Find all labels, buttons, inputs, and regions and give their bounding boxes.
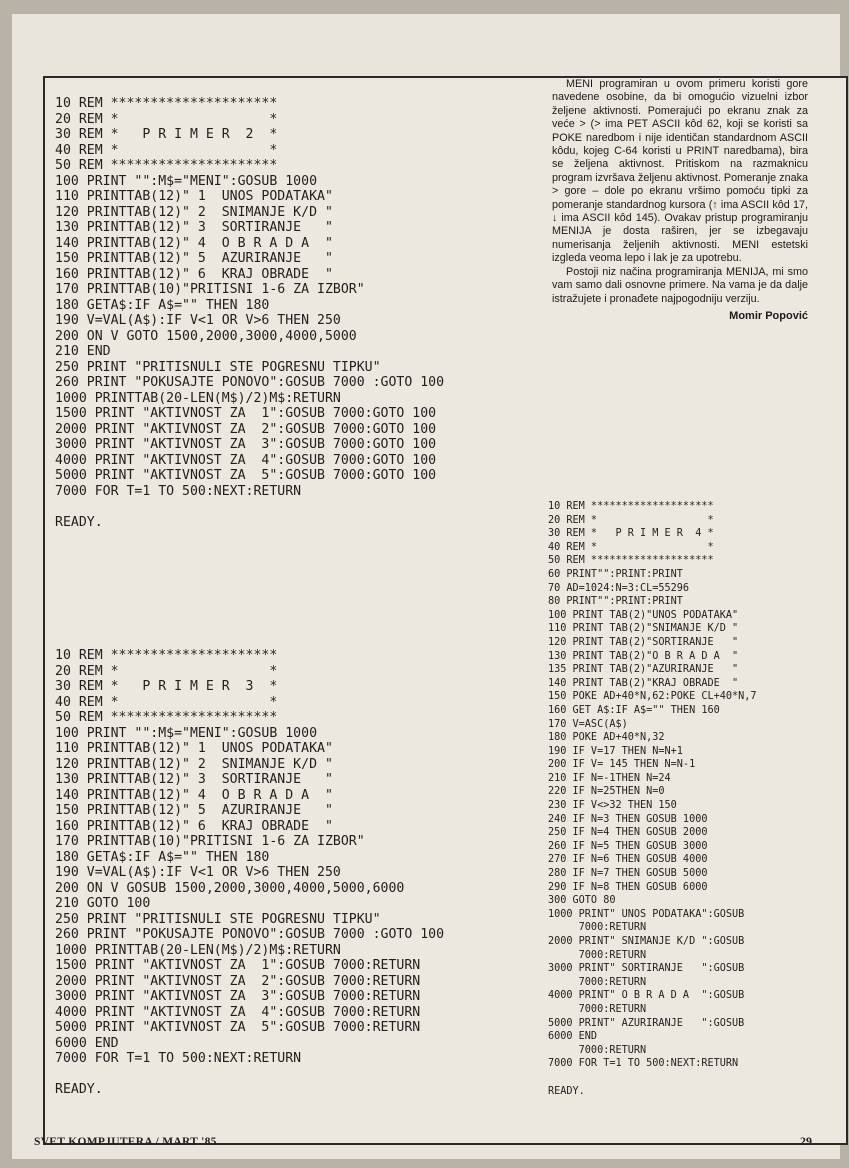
code-line: 170 PRINTTAB(10)"PRITISNI 1-6 ZA IZBOR" — [55, 282, 365, 297]
code-line: 40 REM * * — [55, 142, 278, 158]
code-line: 170 V=ASC(A$) — [548, 718, 628, 730]
code-line: 140 PRINT TAB(2)"KRAJ OBRADE " — [548, 677, 739, 689]
code-line: 3000 PRINT" SORTIRANJE ":GOSUB — [548, 963, 745, 975]
code-line: 120 PRINTTAB(12)" 2 SNIMANJE K/D " — [55, 204, 333, 220]
code-line: 290 IF N=8 THEN GOSUB 6000 — [548, 881, 708, 893]
code-line: 100 PRINT TAB(2)"UNOS PODATAKA" — [548, 609, 739, 621]
code-line: 160 PRINTTAB(12)" 6 KRAJ OBRADE " — [55, 266, 333, 282]
code-line: 210 GOTO 100 — [55, 896, 151, 911]
code-line: 80 PRINT"":PRINT:PRINT — [548, 596, 683, 608]
code-line: 4000 PRINT" O B R A D A ":GOSUB — [548, 990, 745, 1002]
code-listing-primer-3 — [55, 648, 444, 1098]
code-line: 140 PRINTTAB(12)" 4 O B R A D A " — [55, 235, 333, 251]
code-line: 250 IF N=4 THEN GOSUB 2000 — [548, 827, 708, 839]
code-line: 2000 PRINT "AKTIVNOST ZA 2":GOSUB 7000:GOTO 100 — [55, 421, 437, 437]
code-line: 300 GOTO 80 — [548, 895, 616, 907]
code-line: 140 PRINTTAB(12)" 4 O B R A D A " — [55, 787, 333, 803]
code-line: 210 END — [55, 344, 111, 359]
code-line: 190 V=VAL(A$):IF V<1 OR V>6 THEN 250 — [55, 313, 341, 328]
code-line: 120 PRINT TAB(2)"SORTIRANJE " — [548, 636, 739, 648]
code-line: 150 POKE AD+40*N,62:POKE CL+40*N,7 — [548, 691, 757, 703]
blank-line — [55, 499, 444, 515]
code-line: 240 IF N=3 THEN GOSUB 1000 — [548, 813, 708, 825]
code-listing-primer-4 — [548, 500, 757, 1098]
code-line: 180 GETA$:IF A$="" THEN 180 — [55, 849, 270, 865]
code-line: 150 PRINTTAB(12)" 5 AZURIRANJE " — [55, 803, 333, 818]
code-line: 230 IF V<>32 THEN 150 — [548, 800, 677, 812]
code-line: 2000 PRINT "AKTIVNOST ZA 2":GOSUB 7000:RETURN — [55, 973, 421, 989]
code-line: 7000 FOR T=1 TO 500:NEXT:RETURN — [55, 483, 302, 499]
code-line: 4000 PRINT "AKTIVNOST ZA 4":GOSUB 7000:RETURN — [55, 1004, 421, 1020]
code-line: 7000 FOR T=1 TO 500:NEXT:RETURN — [548, 1058, 739, 1070]
code-line: 40 REM * * — [548, 541, 714, 553]
code-line: 150 PRINTTAB(12)" 5 AZURIRANJE " — [55, 251, 333, 266]
code-line: 70 AD=1024:N=3:CL=55296 — [548, 582, 690, 594]
code-line: 120 PRINTTAB(12)" 2 SNIMANJE K/D " — [55, 756, 333, 772]
code-line: 190 IF V=17 THEN N=N+1 — [548, 745, 683, 757]
code-line: 200 ON V GOTO 1500,2000,3000,4000,5000 — [55, 328, 357, 344]
code-line: 110 PRINT TAB(2)"SNIMANJE K/D " — [548, 623, 739, 635]
code-line: 30 REM * P R I M E R 4 * — [548, 528, 714, 540]
code-line: 40 REM * * — [55, 694, 278, 710]
code-line: 1000 PRINT" UNOS PODATAKA":GOSUB — [548, 908, 745, 920]
code-line: 20 REM * * — [55, 111, 278, 127]
code-line: 3000 PRINT "AKTIVNOST ZA 3":GOSUB 7000:GOTO 100 — [55, 437, 437, 452]
ready-prompt: READY. — [55, 514, 103, 530]
code-line: 5000 PRINT "AKTIVNOST ZA 5":GOSUB 7000:GOTO 100 — [55, 468, 437, 483]
code-line: 50 REM ********************* — [55, 710, 278, 725]
code-line: 160 GET A$:IF A$="" THEN 160 — [548, 704, 720, 716]
magazine-footer: SVET KOMPJUTERA / MART '85 — [34, 1136, 217, 1148]
code-line: 200 ON V GOSUB 1500,2000,3000,4000,5000,6000 — [55, 880, 405, 896]
code-line: 160 PRINTTAB(12)" 6 KRAJ OBRADE " — [55, 818, 333, 834]
article-paragraph-2: Postoji niz načina programiranja MENIJA, mi smo vam samo dali osnovne primere. Na vama je da dalje istražujete i pronađete najpogodniju verziju. — [552, 265, 808, 305]
article-paragraph-1: MENI programiran u ovom primeru koristi gore navedene osobine, da bi omogućio vizuelni izbor željene aktivnosti. Pomerajući po ekranu znak za veće > (> ima PET ASCII kôd 62, koji se koristi sa POKE naredbom i nije identičan standardnom ASCII kôdu, kojeg C-64 koristi u PRINT naredbama), bira se željena aktivnost. Pritiskom na razmaknicu program izvršava željenu aktivnost. Pomeranje znaka > gore – dole po ekranu vršimo pomoću tipki za pomeranje standardnog kursora (↑ ima ASCII kôd 17, ↓ ima ASCII kôd 145). Ovakav pristup programiranju MENIJA je dosta raširen, jer se izbegavaju numerisanja željenih aktivnosti. MENI estetski izgleda veoma lepo i lak je za upotrebu. — [552, 78, 808, 265]
code-line: 7000 FOR T=1 TO 500:NEXT:RETURN — [55, 1051, 302, 1066]
ready-prompt: READY. — [548, 1085, 585, 1097]
code-line: 260 PRINT "POKUSAJTE PONOVO":GOSUB 7000 :GOTO 100 — [55, 375, 445, 390]
code-line: 7000:RETURN — [548, 976, 647, 988]
code-line: 110 PRINTTAB(12)" 1 UNOS PODATAKA" — [55, 189, 333, 204]
code-line: 3000 PRINT "AKTIVNOST ZA 3":GOSUB 7000:RETURN — [55, 989, 421, 1004]
page-number: 29 — [800, 1134, 812, 1148]
code-line: 20 REM * * — [55, 663, 278, 679]
code-line: 20 REM * * — [548, 514, 714, 526]
code-line: 130 PRINT TAB(2)"O B R A D A " — [548, 650, 739, 662]
code-line: 2000 PRINT" SNIMANJE K/D ":GOSUB — [548, 936, 745, 947]
code-listing-primer-2 — [55, 96, 444, 530]
code-line: 1000 PRINTTAB(20-LEN(M$)/2)M$:RETURN — [55, 390, 341, 406]
code-line: 100 PRINT "":M$="MENI":GOSUB 1000 — [55, 725, 318, 741]
code-line: 5000 PRINT "AKTIVNOST ZA 5":GOSUB 7000:RETURN — [55, 1020, 421, 1035]
code-line: 1500 PRINT "AKTIVNOST ZA 1":GOSUB 7000:GOTO 100 — [55, 406, 437, 421]
code-line: 60 PRINT"":PRINT:PRINT — [548, 568, 683, 580]
code-line: 50 REM ********************* — [55, 158, 278, 173]
code-line: 280 IF N=7 THEN GOSUB 5000 — [548, 868, 708, 880]
blank-line — [548, 1071, 757, 1085]
code-line: 6000 END — [55, 1035, 119, 1051]
ready-prompt: READY. — [55, 1082, 103, 1097]
code-line: 110 PRINTTAB(12)" 1 UNOS PODATAKA" — [55, 741, 333, 756]
code-line: 135 PRINT TAB(2)"AZURIRANJE " — [548, 664, 739, 676]
code-line: 190 V=VAL(A$):IF V<1 OR V>6 THEN 250 — [55, 865, 341, 880]
code-line: 1500 PRINT "AKTIVNOST ZA 1":GOSUB 7000:RETURN — [55, 958, 421, 973]
code-line: 1000 PRINTTAB(20-LEN(M$)/2)M$:RETURN — [55, 942, 341, 958]
code-line: 170 PRINTTAB(10)"PRITISNI 1-6 ZA IZBOR" — [55, 834, 365, 849]
code-line: 250 PRINT "PRITISNULI STE POGRESNU TIPKU" — [55, 911, 381, 927]
code-line: 6000 END — [548, 1031, 598, 1043]
code-line: 130 PRINTTAB(12)" 3 SORTIRANJE " — [55, 772, 333, 787]
code-line: 180 POKE AD+40*N,32 — [548, 732, 665, 744]
code-line: 7000:RETURN — [548, 922, 647, 934]
code-line: 10 REM ******************** — [548, 501, 714, 512]
code-line: 130 PRINTTAB(12)" 3 SORTIRANJE " — [55, 220, 333, 235]
code-line: 260 PRINT "POKUSAJTE PONOVO":GOSUB 7000 :GOTO 100 — [55, 927, 445, 942]
code-line: 7000:RETURN — [548, 1003, 647, 1015]
code-line: 200 IF V= 145 THEN N=N-1 — [548, 759, 696, 771]
code-line: 250 PRINT "PRITISNULI STE POGRESNU TIPKU" — [55, 359, 381, 375]
article-text — [552, 78, 808, 323]
code-line: 180 GETA$:IF A$="" THEN 180 — [55, 297, 270, 313]
code-line: 270 IF N=6 THEN GOSUB 4000 — [548, 854, 708, 866]
code-line: 7000:RETURN — [548, 949, 647, 961]
code-line: 5000 PRINT" AZURIRANJE ":GOSUB — [548, 1017, 745, 1029]
code-line: 50 REM ******************** — [548, 555, 714, 567]
code-line: 260 IF N=5 THEN GOSUB 3000 — [548, 840, 708, 852]
code-line: 10 REM ********************* — [55, 96, 278, 111]
blank-line — [55, 1067, 444, 1083]
code-line: 30 REM * P R I M E R 3 * — [55, 679, 278, 694]
code-line: 4000 PRINT "AKTIVNOST ZA 4":GOSUB 7000:GOTO 100 — [55, 452, 437, 468]
code-line: 220 IF N=25THEN N=0 — [548, 786, 665, 798]
article-author: Momir Popović — [729, 309, 808, 322]
code-line: 10 REM ********************* — [55, 648, 278, 663]
code-line: 30 REM * P R I M E R 2 * — [55, 127, 278, 142]
code-line: 100 PRINT "":M$="MENI":GOSUB 1000 — [55, 173, 318, 189]
code-line: 7000:RETURN — [548, 1044, 647, 1056]
code-line: 210 IF N=-1THEN N=24 — [548, 772, 671, 784]
